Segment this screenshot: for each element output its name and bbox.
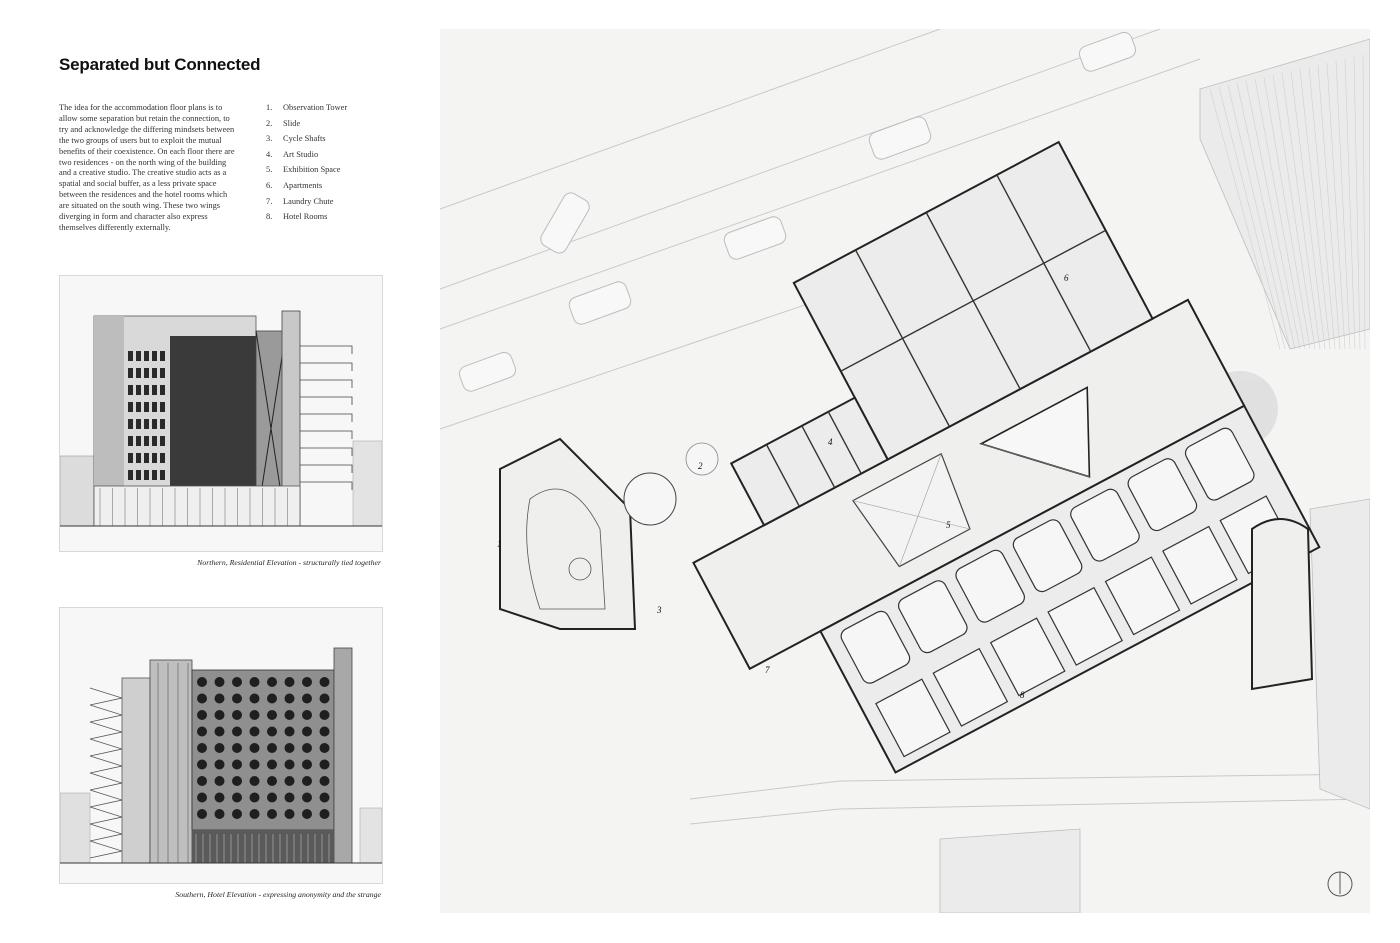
plan-label-observation-tower: 1 bbox=[497, 539, 502, 549]
legend-number: 1. bbox=[266, 103, 273, 112]
porthole-window bbox=[320, 727, 330, 737]
window bbox=[128, 351, 133, 361]
porthole-window bbox=[250, 694, 260, 704]
legend-number: 3. bbox=[266, 134, 273, 144]
porthole-window bbox=[267, 677, 277, 687]
porthole-window bbox=[320, 710, 330, 720]
legend-item bbox=[266, 118, 347, 134]
window bbox=[144, 470, 149, 480]
porthole-window bbox=[320, 793, 330, 803]
legend-label: Slide bbox=[283, 118, 301, 128]
porthole-window bbox=[250, 743, 260, 753]
porthole-window bbox=[320, 677, 330, 687]
window bbox=[160, 368, 165, 378]
porthole-window bbox=[197, 743, 207, 753]
south-elevation-drawing bbox=[59, 607, 383, 884]
legend-item bbox=[266, 211, 347, 227]
porthole-window bbox=[232, 710, 242, 720]
legend-label: Cycle Shafts bbox=[283, 134, 326, 144]
plan-label-apartments: 6 bbox=[1064, 273, 1069, 283]
porthole-window bbox=[267, 776, 277, 786]
window bbox=[144, 368, 149, 378]
south-elevation-caption: Southern, Hotel Elevation - expressing anonymity and the strange bbox=[175, 890, 381, 899]
intro-paragraph: The idea for the accommodation floor plans is to allow some separation but retain the connection, to try and acknowledge the differing mindsets between the two groups of users but to exploit the mutual benefits of their coexistence. On each floor there are two residences - on the north wing of the building and a creative studio. The creative studio acts as a spatial and social buffer, as a less private space between the residences and the hotel rooms which are situated on the south wing. These two wings diverging in form and character also express themselves differently externally. bbox=[59, 103, 235, 232]
window bbox=[160, 385, 165, 395]
page-title: Separated but Connected bbox=[59, 55, 261, 74]
legend-item bbox=[266, 180, 347, 196]
window bbox=[152, 453, 157, 463]
porthole-window bbox=[285, 760, 295, 770]
porthole-window bbox=[267, 694, 277, 704]
legend-label: Laundry Chute bbox=[283, 196, 334, 206]
plan-label-slide: 2 bbox=[698, 461, 703, 471]
window bbox=[152, 368, 157, 378]
porthole-window bbox=[302, 743, 312, 753]
legend-number: 4. bbox=[266, 149, 273, 159]
window bbox=[136, 402, 141, 412]
window bbox=[152, 351, 157, 361]
porthole-window bbox=[232, 776, 242, 786]
window bbox=[144, 419, 149, 429]
porthole-window bbox=[215, 776, 225, 786]
window bbox=[136, 368, 141, 378]
porthole-window bbox=[267, 727, 277, 737]
porthole-window bbox=[250, 677, 260, 687]
legend-number: 8. bbox=[266, 212, 273, 222]
window bbox=[128, 436, 133, 446]
porthole-window bbox=[320, 776, 330, 786]
legend-item bbox=[266, 133, 347, 149]
porthole-window bbox=[285, 677, 295, 687]
porthole-window bbox=[302, 694, 312, 704]
window bbox=[136, 453, 141, 463]
window bbox=[136, 385, 141, 395]
porthole-window bbox=[302, 710, 312, 720]
window bbox=[160, 436, 165, 446]
legend-item bbox=[266, 196, 347, 212]
legend-item bbox=[266, 102, 347, 118]
porthole-window bbox=[197, 677, 207, 687]
plan-label-cycle-shafts: 3 bbox=[657, 605, 662, 615]
window bbox=[160, 402, 165, 412]
porthole-window bbox=[232, 727, 242, 737]
porthole-window bbox=[197, 710, 207, 720]
legend-number: 5. bbox=[266, 165, 273, 175]
porthole-window bbox=[320, 760, 330, 770]
plan-label-art-studio: 4 bbox=[828, 437, 833, 447]
porthole-window bbox=[302, 727, 312, 737]
legend-label: Hotel Rooms bbox=[283, 212, 328, 222]
porthole-window bbox=[197, 793, 207, 803]
porthole-window bbox=[250, 760, 260, 770]
north-elevation-illustration bbox=[60, 276, 382, 551]
legend-number: 2. bbox=[266, 118, 273, 128]
porthole-window bbox=[215, 727, 225, 737]
porthole-window bbox=[285, 743, 295, 753]
floor-plan-illustration bbox=[440, 29, 1370, 913]
porthole-window bbox=[267, 710, 277, 720]
plan-label-laundry-chute: 7 bbox=[765, 665, 770, 675]
legend-list bbox=[266, 102, 347, 227]
porthole-window bbox=[267, 760, 277, 770]
south-elevation-illustration bbox=[60, 608, 382, 883]
porthole-window bbox=[232, 793, 242, 803]
legend-item bbox=[266, 149, 347, 165]
porthole-window bbox=[215, 809, 225, 819]
porthole-window bbox=[267, 793, 277, 803]
window bbox=[152, 402, 157, 412]
porthole-window bbox=[320, 694, 330, 704]
porthole-window bbox=[250, 776, 260, 786]
porthole-window bbox=[267, 743, 277, 753]
porthole-window bbox=[215, 760, 225, 770]
porthole-window bbox=[197, 694, 207, 704]
porthole-window bbox=[215, 743, 225, 753]
window bbox=[152, 470, 157, 480]
window bbox=[128, 470, 133, 480]
window bbox=[136, 419, 141, 429]
porthole-window bbox=[320, 743, 330, 753]
legend-item bbox=[266, 164, 347, 180]
porthole-window bbox=[232, 677, 242, 687]
legend-label: Art Studio bbox=[283, 149, 319, 159]
window bbox=[128, 419, 133, 429]
north-elevation-drawing bbox=[59, 275, 383, 552]
porthole-window bbox=[267, 809, 277, 819]
porthole-window bbox=[197, 776, 207, 786]
porthole-window bbox=[250, 710, 260, 720]
legend-label: Apartments bbox=[283, 180, 323, 190]
porthole-window bbox=[320, 809, 330, 819]
window bbox=[136, 470, 141, 480]
porthole-window bbox=[250, 809, 260, 819]
legend-number: 6. bbox=[266, 180, 273, 190]
window bbox=[144, 385, 149, 395]
window bbox=[136, 351, 141, 361]
porthole-window bbox=[197, 809, 207, 819]
porthole-window bbox=[285, 793, 295, 803]
porthole-window bbox=[285, 694, 295, 704]
porthole-window bbox=[285, 809, 295, 819]
window bbox=[160, 470, 165, 480]
window bbox=[144, 402, 149, 412]
window bbox=[152, 419, 157, 429]
porthole-window bbox=[232, 694, 242, 704]
legend-label: Exhibition Space bbox=[283, 165, 341, 175]
window bbox=[128, 385, 133, 395]
porthole-window bbox=[285, 710, 295, 720]
porthole-window bbox=[302, 793, 312, 803]
window bbox=[152, 436, 157, 446]
porthole-window bbox=[232, 760, 242, 770]
porthole-window bbox=[250, 727, 260, 737]
porthole-window bbox=[197, 760, 207, 770]
window bbox=[144, 436, 149, 446]
plan-label-hotel-rooms: 8 bbox=[1020, 690, 1025, 700]
plan-label-exhibition-space: 5 bbox=[946, 520, 951, 530]
porthole-window bbox=[215, 694, 225, 704]
porthole-window bbox=[215, 677, 225, 687]
porthole-window bbox=[250, 793, 260, 803]
floor-plan-drawing bbox=[440, 29, 1370, 913]
porthole-window bbox=[302, 776, 312, 786]
window bbox=[160, 453, 165, 463]
legend-number: 7. bbox=[266, 196, 273, 206]
north-elevation-caption: Northern, Residential Elevation - structurally tied together bbox=[197, 558, 381, 567]
porthole-window bbox=[285, 727, 295, 737]
porthole-window bbox=[197, 727, 207, 737]
window bbox=[144, 453, 149, 463]
window bbox=[160, 351, 165, 361]
window bbox=[160, 419, 165, 429]
porthole-window bbox=[302, 760, 312, 770]
window bbox=[128, 453, 133, 463]
window bbox=[128, 368, 133, 378]
window bbox=[144, 351, 149, 361]
porthole-window bbox=[232, 809, 242, 819]
porthole-window bbox=[215, 710, 225, 720]
porthole-window bbox=[215, 793, 225, 803]
legend-label: Observation Tower bbox=[283, 103, 348, 112]
porthole-window bbox=[232, 743, 242, 753]
porthole-window bbox=[302, 677, 312, 687]
window bbox=[136, 436, 141, 446]
window bbox=[128, 402, 133, 412]
window bbox=[152, 385, 157, 395]
porthole-window bbox=[285, 776, 295, 786]
porthole-window bbox=[302, 809, 312, 819]
